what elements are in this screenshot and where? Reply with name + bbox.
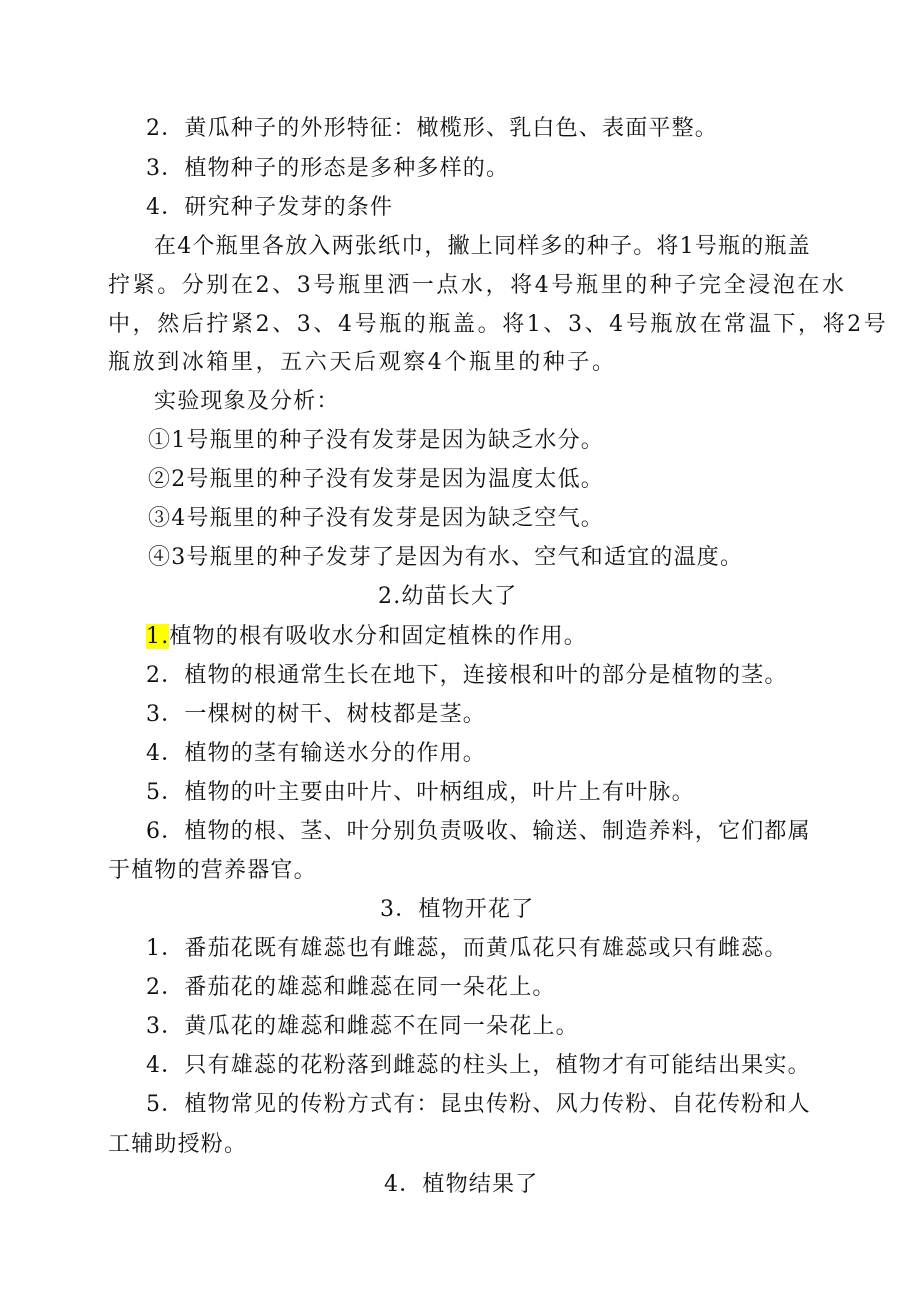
paragraph-item-5: 5．植物常见的传粉方式有：昆虫传粉、风力传粉、自花传粉和人 <box>146 1092 811 1117</box>
experiment-line-3: 中，然后拧紧2、3、4号瓶的瓶盖。将1、3、4号瓶放在常温下，将2号 <box>108 312 889 337</box>
paragraph-item-3: 3．一棵树的树干、树枝都是茎。 <box>146 702 486 727</box>
paragraph-item-4: 4．只有雄蕊的花粉落到雌蕊的柱头上，植物才有可能结出果实。 <box>146 1053 811 1078</box>
experiment-line-1: 在4个瓶里各放入两张纸巾，撇上同样多的种子。将1号瓶的瓶盖 <box>154 234 811 259</box>
section-heading-3: 3．植物开花了 <box>380 897 535 922</box>
paragraph-item-6-continued: 于植物的营养器官。 <box>108 858 317 883</box>
paragraph-item-6: 6．植物的根、茎、叶分别负责吸收、输送、制造养料，它们都属 <box>146 819 811 844</box>
analysis-item-1: ①1号瓶里的种子没有发芽是因为缺乏水分。 <box>148 428 604 453</box>
experiment-line-2: 拧紧。分别在2、3号瓶里洒一点水，将4号瓶里的种子完全浸泡在水 <box>108 273 847 298</box>
paragraph-item-2: 2．番茄花的雄蕊和雌蕊在同一朵花上。 <box>146 975 556 1000</box>
highlighted-number: 1. <box>146 624 170 649</box>
paragraph-item-5: 5．植物的叶主要由叶片、叶柄组成，叶片上有叶脉。 <box>146 780 695 805</box>
paragraph-item-4: 4．植物的茎有输送水分的作用。 <box>146 741 486 766</box>
section-heading-2: 2.幼苗长大了 <box>378 584 518 609</box>
analysis-item-2: ②2号瓶里的种子没有发芽是因为温度太低。 <box>148 467 604 492</box>
analysis-item-4: ④3号瓶里的种子发芽了是因为有水、空气和适宜的温度。 <box>148 545 744 570</box>
paragraph-item-3: 3．黄瓜花的雄蕊和雌蕊不在同一朵花上。 <box>146 1014 579 1039</box>
analysis-item-3: ③4号瓶里的种子没有发芽是因为缺乏空气。 <box>148 506 604 531</box>
paragraph-item-2: 2．黄瓜种子的外形特征：橄榄形、乳白色、表面平整。 <box>146 116 718 141</box>
paragraph-item-5-continued: 工辅助授粉。 <box>108 1132 248 1157</box>
experiment-line-4: 瓶放到冰箱里，五六天后观察4个瓶里的种子。 <box>108 350 617 375</box>
paragraph-item-2: 2．植物的根通常生长在地下，连接根和叶的部分是植物的茎。 <box>146 663 788 688</box>
paragraph-text: 植物的根有吸收水分和固定植株的作用。 <box>169 624 587 649</box>
analysis-title: 实验现象及分析： <box>154 389 340 414</box>
paragraph-item-1 <box>146 622 587 652</box>
paragraph-item-1: 1．番茄花既有雄蕊也有雌蕊，而黄瓜花只有雄蕊或只有雌蕊。 <box>146 936 788 961</box>
paragraph-item-3: 3．植物种子的形态是多种多样的。 <box>146 156 510 181</box>
section-heading-4: 4．植物结果了 <box>384 1172 539 1197</box>
paragraph-item-4: 4．研究种子发芽的条件 <box>146 195 394 220</box>
